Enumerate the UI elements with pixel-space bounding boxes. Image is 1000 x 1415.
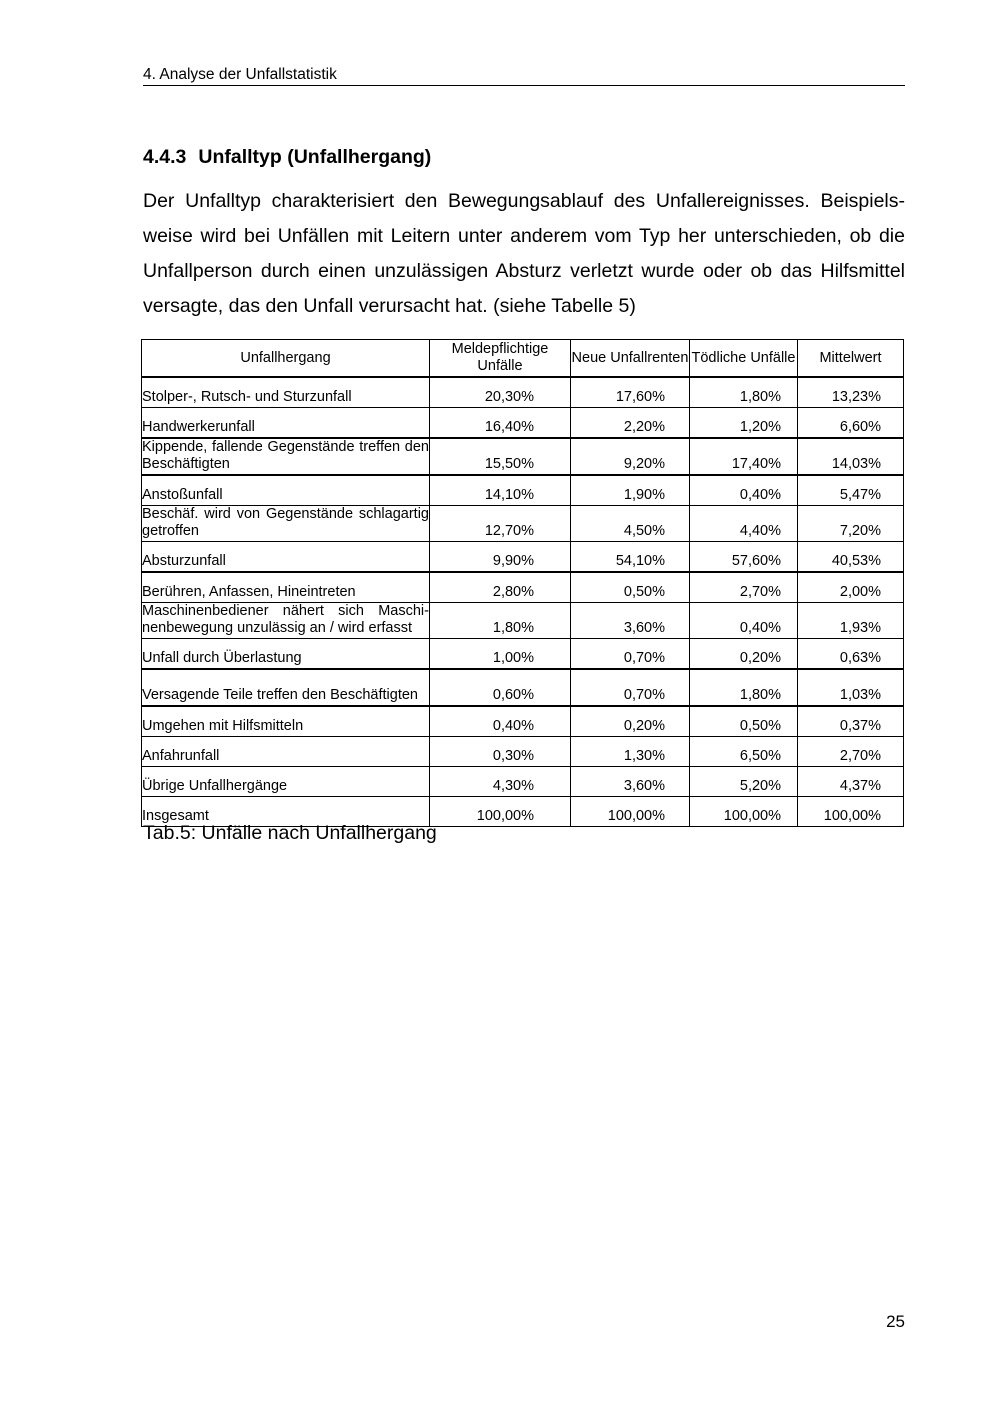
table-row <box>142 506 904 542</box>
cell-value: 1,03% <box>798 669 904 706</box>
table-row <box>142 603 904 639</box>
table-header-row <box>142 340 904 378</box>
cell-value: 6,60% <box>798 408 904 439</box>
cell-value: 4,37% <box>798 767 904 797</box>
cell-value: 7,20% <box>798 506 904 542</box>
table-row <box>142 438 904 475</box>
row-label: Übrige Unfallhergänge <box>142 767 430 797</box>
cell-value: 0,50% <box>571 572 690 603</box>
accident-type-table <box>141 339 904 827</box>
cell-value: 0,37% <box>798 706 904 737</box>
cell-value: 6,50% <box>690 737 798 767</box>
cell-value: 2,70% <box>690 572 798 603</box>
running-header: 4. Analyse der Unfallstatistik <box>143 66 905 86</box>
cell-value: 0,70% <box>571 669 690 706</box>
row-label: Absturzunfall <box>142 542 430 573</box>
cell-value: 17,60% <box>571 377 690 408</box>
cell-value: 4,50% <box>571 506 690 542</box>
section-paragraph: Der Unfalltyp charakterisiert den Bewegungsablauf des Unfallereignisses. Beispielsweise wird bei Unfällen mit Leitern unter anderem vom Typ her unterschieden, ob die Unfallperson durch einen unzulässigen Absturz verletzt wurde oder ob das Hilfsmittel versagte, das den Unfall verursacht hat. (siehe Tabelle 5) <box>143 190 905 317</box>
row-label: Berühren, Anfassen, Hineintreten <box>142 572 430 603</box>
row-label: Unfall durch Überlastung <box>142 639 430 670</box>
cell-value: 14,10% <box>430 475 571 506</box>
cell-value: 100,00% <box>798 797 904 827</box>
cell-value: 0,70% <box>571 639 690 670</box>
cell-value: 3,60% <box>571 767 690 797</box>
cell-value: 3,60% <box>571 603 690 639</box>
cell-value: 13,23% <box>798 377 904 408</box>
cell-value: 0,40% <box>430 706 571 737</box>
table-row <box>142 706 904 737</box>
cell-value: 0,50% <box>690 706 798 737</box>
cell-value: 100,00% <box>430 797 571 827</box>
table-caption: Tab.5: Unfälle nach Unfallhergang <box>143 822 437 844</box>
cell-value: 57,60% <box>690 542 798 573</box>
cell-value: 100,00% <box>690 797 798 827</box>
cell-value: 1,90% <box>571 475 690 506</box>
cell-value: 5,20% <box>690 767 798 797</box>
cell-value: 1,80% <box>690 377 798 408</box>
cell-value: 4,40% <box>690 506 798 542</box>
table-row <box>142 572 904 603</box>
cell-value: 40,53% <box>798 542 904 573</box>
cell-value: 1,80% <box>690 669 798 706</box>
table-row <box>142 542 904 573</box>
section-title: Unfalltyp (Unfallhergang) <box>198 146 432 168</box>
cell-value: 100,00% <box>571 797 690 827</box>
cell-value: 0,40% <box>690 603 798 639</box>
column-header: Tödliche Unfälle <box>690 340 798 378</box>
cell-value: 0,40% <box>690 475 798 506</box>
row-label: Kippende, fallende Gegenstände treffen den Beschäftigten <box>142 438 430 475</box>
cell-value: 2,00% <box>798 572 904 603</box>
cell-value: 0,20% <box>571 706 690 737</box>
cell-value: 5,47% <box>798 475 904 506</box>
row-label: Umgehen mit Hilfsmitteln <box>142 706 430 737</box>
cell-value: 54,10% <box>571 542 690 573</box>
cell-value: 15,50% <box>430 438 571 475</box>
row-label: Beschäf. wird von Gegenstände schlagartig getroffen <box>142 506 430 542</box>
cell-value: 1,20% <box>690 408 798 439</box>
cell-value: 9,20% <box>571 438 690 475</box>
row-label: Handwerkerunfall <box>142 408 430 439</box>
column-header: Unfallhergang <box>142 340 430 378</box>
table-row <box>142 737 904 767</box>
column-header: Meldepflichtige Unfälle <box>430 340 571 378</box>
cell-value: 20,30% <box>430 377 571 408</box>
table-row <box>142 639 904 670</box>
column-header: Mittelwert <box>798 340 904 378</box>
cell-value: 16,40% <box>430 408 571 439</box>
cell-value: 0,20% <box>690 639 798 670</box>
table-row <box>142 377 904 408</box>
cell-value: 2,20% <box>571 408 690 439</box>
cell-value: 1,80% <box>430 603 571 639</box>
page-number: 25 <box>886 1312 905 1331</box>
row-label: Maschinenbediener nähert sich Maschinenbewegung unzulässig an / wird erfasst <box>142 603 430 639</box>
cell-value: 2,80% <box>430 572 571 603</box>
table-row <box>142 475 904 506</box>
section-heading <box>143 145 905 169</box>
cell-value: 0,63% <box>798 639 904 670</box>
cell-value: 1,93% <box>798 603 904 639</box>
row-label: Versagende Teile treffen den Beschäftigten <box>142 669 430 706</box>
cell-value: 14,03% <box>798 438 904 475</box>
cell-value: 9,90% <box>430 542 571 573</box>
table-row <box>142 767 904 797</box>
cell-value: 2,70% <box>798 737 904 767</box>
cell-value: 0,60% <box>430 669 571 706</box>
table-row <box>142 669 904 706</box>
cell-value: 1,00% <box>430 639 571 670</box>
cell-value: 17,40% <box>690 438 798 475</box>
cell-value: 0,30% <box>430 737 571 767</box>
cell-value: 4,30% <box>430 767 571 797</box>
column-header: Neue Unfallrenten <box>571 340 690 378</box>
row-label: Stolper-, Rutsch- und Sturzunfall <box>142 377 430 408</box>
table-row <box>142 408 904 439</box>
row-label: Insgesamt <box>142 797 430 827</box>
section-number: 4.4.3 <box>143 146 187 168</box>
cell-value: 12,70% <box>430 506 571 542</box>
row-label: Anstoßunfall <box>142 475 430 506</box>
row-label: Anfahrunfall <box>142 737 430 767</box>
cell-value: 1,30% <box>571 737 690 767</box>
